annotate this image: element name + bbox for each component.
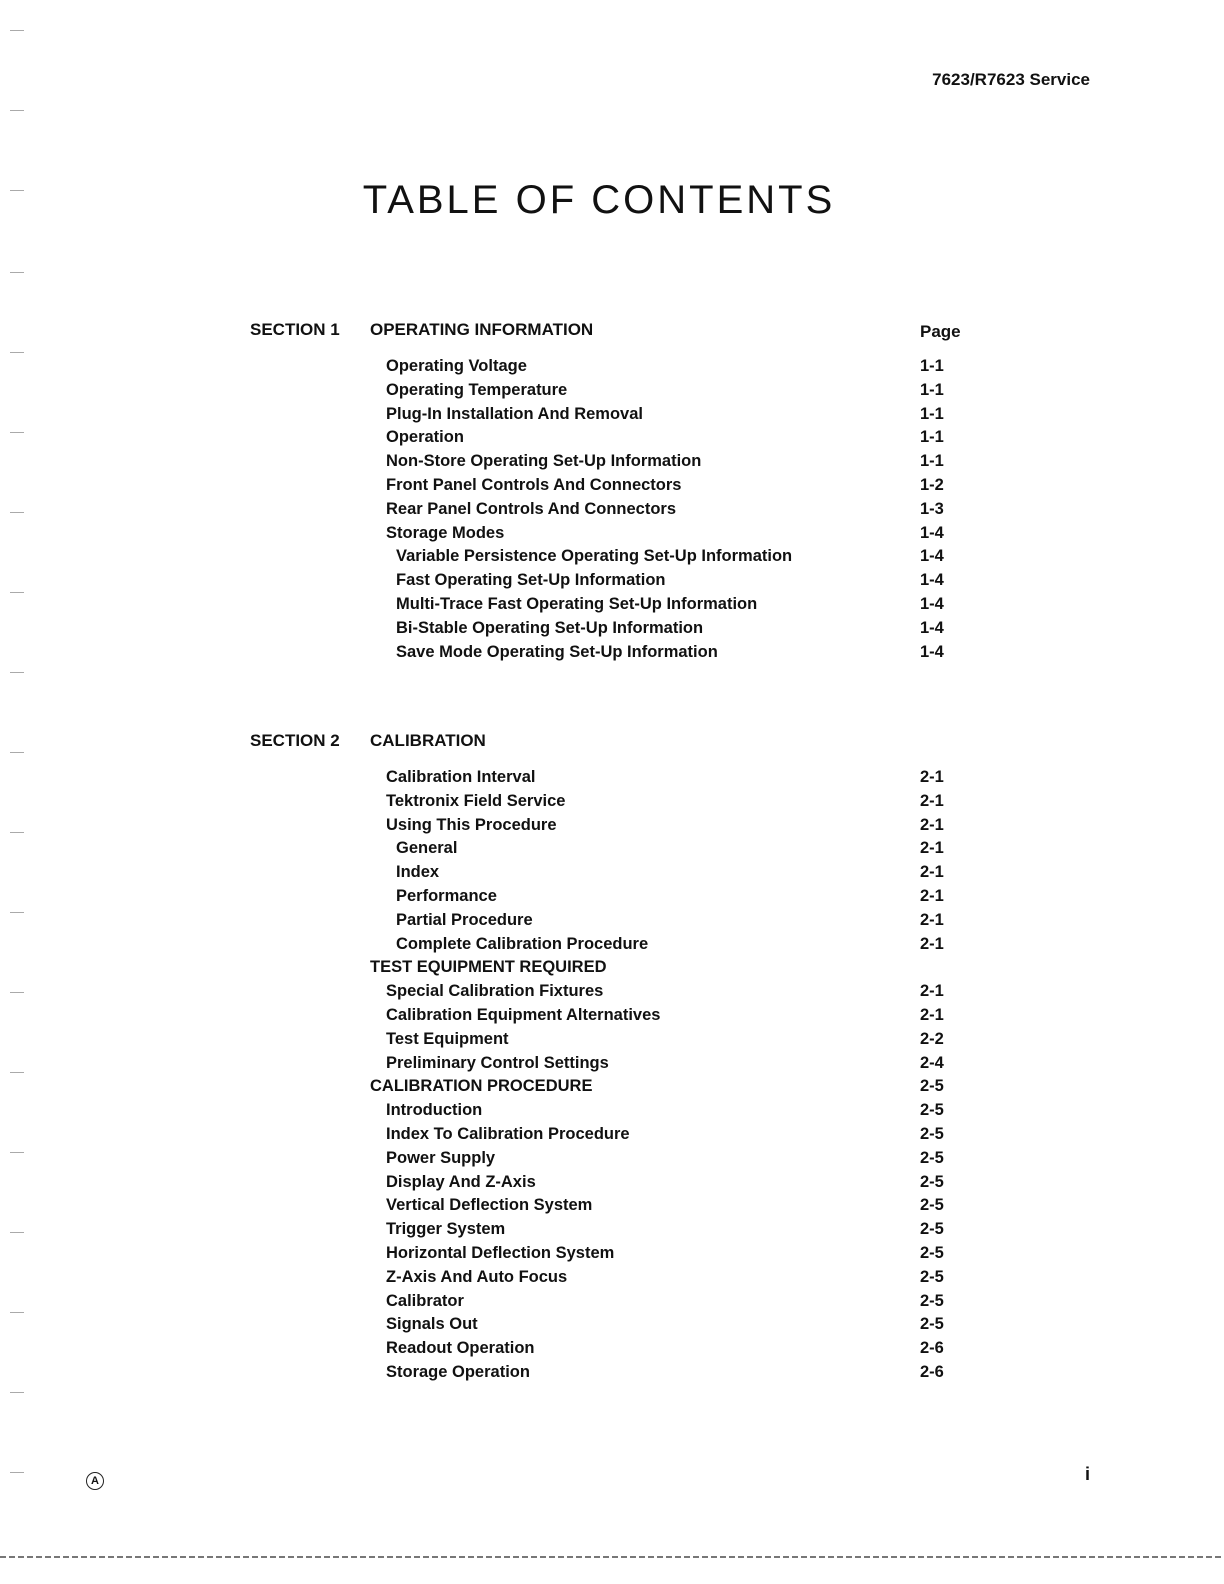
toc-entry [0,885,1224,909]
toc-entry-label: Variable Persistence Operating Set-Up Information [396,547,793,566]
toc-entry-page: 1-4 [920,523,944,542]
page-title-text: TABLE OF CONTENTS [362,178,836,222]
toc-entry [0,450,1224,474]
toc-entry-page: 2-5 [920,1267,944,1286]
toc-entry-page: 1-4 [920,571,944,590]
toc-entry [0,790,1224,814]
toc-entry-page: 2-5 [920,1124,944,1143]
toc-entry-page: 2-1 [920,1005,944,1024]
toc-entry-page: 2-5 [920,1220,944,1239]
toc-entry-page: 1-1 [920,452,944,471]
toc-entry [0,379,1224,403]
toc-entry-label: Horizontal Deflection System [386,1243,615,1262]
toc-entry-page: 2-1 [920,839,944,858]
toc-entry [0,1290,1224,1314]
toc-entry [0,1171,1224,1195]
section-1-entries [0,355,1224,664]
toc-entry-page: 1-1 [920,380,944,399]
toc-entry-page: 2-1 [920,910,944,929]
toc-entry-label: Calibration Interval [386,768,536,786]
toc-entry [0,1004,1224,1028]
toc-entry-label: Readout Operation [386,1339,535,1358]
page-column-label: Page [920,322,961,341]
toc-entry [0,1052,1224,1076]
toc-entry-page: 2-1 [920,768,944,786]
toc-entry [0,956,1224,980]
toc-entry-page: 1-2 [920,475,944,494]
toc-entry-page: 2-1 [920,815,944,834]
toc-entry-label: Storage Operation [386,1362,530,1381]
revision-mark: A [86,1472,104,1490]
toc-entry [0,593,1224,617]
toc-entry-label: Non-Store Operating Set-Up Information [386,452,702,471]
toc-entry-page: 2-6 [920,1362,944,1381]
toc-entry-label: TEST EQUIPMENT REQUIRED [370,958,607,977]
toc-entry-label: Index To Calibration Procedure [386,1124,630,1143]
toc-entry-page: 2-5 [920,1315,944,1334]
toc-entry [0,569,1224,593]
toc-entry [0,1266,1224,1290]
section-1-name: OPERATING INFORMATION [370,320,594,339]
toc-entry-label: General [396,839,458,858]
toc-entry [0,545,1224,569]
toc-entry-page: 2-4 [920,1053,944,1072]
toc-entry [0,1123,1224,1147]
toc-entry-label: Plug-In Installation And Removal [386,404,643,423]
toc-entry-page: 1-4 [920,547,944,566]
toc-entry [0,1242,1224,1266]
toc-entry [0,1028,1224,1052]
toc-entry [0,1361,1224,1385]
section-1-heading [250,320,593,340]
toc-entry-page: 1-4 [920,594,944,613]
document-title: 7623/R7623 Service [932,70,1090,89]
toc-entry-label: Introduction [386,1101,483,1120]
toc-entry [0,474,1224,498]
toc-entry-label: Front Panel Controls And Connectors [386,475,682,494]
toc-entry-page: 1-1 [920,357,944,375]
toc-entry-label: Tektronix Field Service [386,791,566,810]
toc-entry [0,426,1224,450]
toc-entry-label: Bi-Stable Operating Set-Up Information [396,618,704,637]
toc-entry-page: 2-5 [920,1148,944,1167]
toc-entry [0,1075,1224,1099]
toc-entry [0,1147,1224,1171]
toc-entry-page: 2-5 [920,1077,944,1096]
toc-entry-label: Preliminary Control Settings [386,1053,609,1072]
toc-entry [0,355,1224,379]
toc-entry [0,837,1224,861]
toc-entry [0,766,1224,790]
toc-entry-page: 2-5 [920,1243,944,1262]
toc-entry-page: 2-5 [920,1101,944,1120]
toc-entry-label: Operating Temperature [386,380,568,399]
toc-entry [0,1218,1224,1242]
toc-entry-label: Save Mode Operating Set-Up Information [396,642,718,661]
toc-entry-label: Complete Calibration Procedure [396,934,649,953]
toc-entry-label: Test Equipment [386,1029,509,1048]
scan-bottom-edge [0,1556,1224,1558]
toc-entry-label: Z-Axis And Auto Focus [386,1267,568,1286]
toc-entry-label: Using This Procedure [386,815,557,834]
toc-entry-page: 2-2 [920,1029,944,1048]
toc-entry [0,641,1224,665]
toc-entry [0,861,1224,885]
toc-entry-page: 2-1 [920,791,944,810]
toc-entry-label: Operating Voltage [386,357,527,375]
toc-entry [0,933,1224,957]
toc-entry [0,403,1224,427]
toc-entry-label: Operation [386,428,464,447]
toc-entry-label: Performance [396,886,497,905]
toc-entry-page: 2-5 [920,1172,944,1191]
page-number: i [1084,1464,1090,1484]
toc-entry-label: Calibration Equipment Alternatives [386,1005,661,1024]
toc-entry-page: 2-5 [920,1291,944,1310]
toc-entry [0,1337,1224,1361]
toc-entry [0,909,1224,933]
toc-entry-label: Special Calibration Fixtures [386,982,604,1001]
toc-entry-page: 2-1 [920,934,944,953]
toc-entry-label: Display And Z-Axis [386,1172,536,1191]
toc-entry [0,522,1224,546]
toc-entry [0,1313,1224,1337]
toc-entry-page: 2-1 [920,982,944,1001]
toc-entry [0,617,1224,641]
toc-entry-page: 1-4 [920,618,944,637]
section-1-number: SECTION 1 [250,320,340,339]
toc-entry-page: 2-1 [920,886,944,905]
toc-entry-label: Signals Out [386,1315,478,1334]
toc-entry-label: Vertical Deflection System [386,1196,593,1215]
toc-entry-page: 1-4 [920,642,944,661]
toc-entry-label: Power Supply [386,1148,496,1167]
toc-entry-label: Calibrator [386,1291,464,1310]
toc-entry [0,1099,1224,1123]
toc-entry-label: Storage Modes [386,523,505,542]
toc-entry-page: 1-3 [920,499,944,518]
toc-entry-page: 1-1 [920,404,944,423]
toc-entry-page: 2-6 [920,1339,944,1358]
page-title [0,178,1224,223]
section-2-heading [250,731,486,751]
toc-entry-page: 2-5 [920,1196,944,1215]
section-2-entries [0,766,1224,1385]
toc-entry-label: Partial Procedure [396,910,533,929]
toc-entry [0,980,1224,1004]
toc-entry-label: Fast Operating Set-Up Information [396,571,666,590]
toc-entry [0,814,1224,838]
toc-entry-page: 1-1 [920,428,944,447]
toc-entry-page: 2-1 [920,863,944,882]
toc-entry-label: Rear Panel Controls And Connectors [386,499,677,518]
section-2-number: SECTION 2 [250,731,340,750]
section-2-name: CALIBRATION [370,731,486,750]
toc-entry-label: Multi-Trace Fast Operating Set-Up Information [396,594,758,613]
toc-entry-label: CALIBRATION PROCEDURE [370,1077,593,1096]
toc-entry [0,498,1224,522]
toc-entry-label: Index [396,863,440,882]
toc-entry [0,1194,1224,1218]
toc-entry-label: Trigger System [386,1220,506,1239]
